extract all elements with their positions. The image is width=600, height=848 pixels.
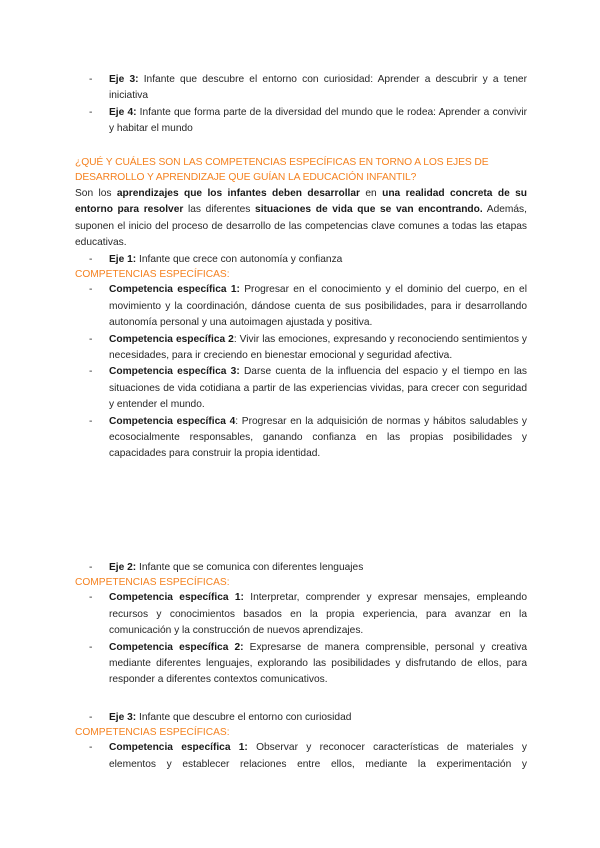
competencias-heading: COMPETENCIAS ESPECÍFICAS:	[75, 727, 230, 739]
eje-title: - Eje 1: Infante que crece con autonomía y confianza	[89, 254, 343, 265]
competencias-heading: COMPETENCIAS ESPECÍFICAS:	[75, 269, 230, 281]
eje-title: - Eje 3: Infante que descubre el entorno con curiosidad	[89, 712, 352, 723]
list-item: - Competencia específica 3: Darse cuenta de la influencia del espacio y el tiempo en las situaciones de vida cotidiana a partir de las experiencias vividas, para crecer con seguridad y entender el mundo.	[89, 366, 527, 411]
section-heading: ¿QUÉ Y CUÁLES SON LAS COMPETENCIAS ESPECÍFICAS EN TORNO A LOS EJES DE DESARROLLO Y APRENDIZAJE QUE GUÍAN LA EDUCACIÓN INFANTIL?	[75, 157, 489, 183]
list-item: - Eje 3: Infante que descubre el entorno con curiosidad: Aprender a descubrir y a tener iniciativa	[89, 74, 527, 102]
list-item: - Competencia específica 1: Interpretar, comprender y expresar mensajes, empleando recursos y conocimientos basados en la propia experiencia, para avanzar en la comunicación y la construcción de nuevos aprendizajes.	[89, 592, 527, 637]
eje2-section	[75, 560, 527, 689]
list-item: - Competencia específica 2: Vivir las emociones, expresando y reconociendo sentimientos y necesidades, para ir creciendo en bienestar emocional y seguridad afectiva.	[89, 333, 527, 362]
eje-title: - Eje 2: Infante que se comunica con diferentes lenguajes	[89, 562, 364, 573]
list-item: - Eje 4: Infante que forma parte de la diversidad del mundo que le rodea: Aprender a convivir y habitar el mundo	[89, 106, 528, 135]
list-item: - Competencia específica 1: Observar y reconocer características de materiales y elementos y establecer relaciones entre ellos, mediante la experimentación y	[89, 742, 527, 770]
ejes-top-list	[75, 72, 527, 138]
list-item: - Competencia específica 4: Progresar en la adquisición de normas y hábitos saludables y ecosocialmente responsables, ganando confianza en las propias posibilidades y capacidades para construir la propia identidad.	[89, 415, 527, 460]
intro-paragraph: Son los aprendizajes que los infantes deben desarrollar en una realidad concreta de su entorno para resolver las diferentes situaciones de vida que se van encontrando. Además, suponen el inicio del proceso de desarrollo de las competencias clave comunes a todas las etapas educativas.	[75, 188, 527, 249]
eje1-section	[75, 252, 527, 463]
list-item: - Competencia específica 2: Expresarse de manera comprensible, personal y creativa mediante diferentes lenguajes, explorando las posibilidades y disfrutando de ellos, para responder a diferentes contextos comunicativos.	[89, 641, 527, 686]
list-item: - Competencia específica 1: Progresar en el conocimiento y el dominio del cuerpo, en el movimiento y la coordinación, dándose cuenta de sus posibilidades, para ir desarrollando autonomía personal y una autoimagen ajustada y positiva.	[89, 284, 527, 329]
eje3-section	[75, 710, 527, 773]
competencias-heading: COMPETENCIAS ESPECÍFICAS:	[75, 577, 230, 589]
